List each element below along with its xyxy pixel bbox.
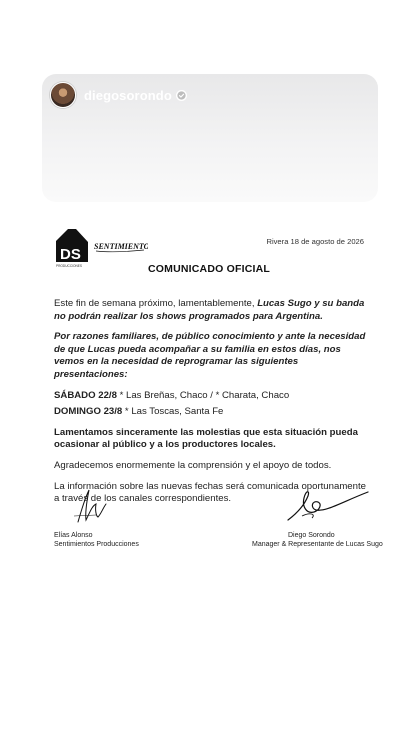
sentimientos-logo [94, 238, 148, 254]
paragraph-apology: Lamentamos sinceramente las molestias que esta situación pueda ocasionar al público y a los productores locales. [54, 426, 358, 451]
letter-header [54, 228, 372, 275]
profile-avatar[interactable] [50, 82, 76, 108]
letter-date: Rivera 18 de agosto de 2026 [266, 237, 364, 246]
signer-left-name: Elías Alonso [54, 532, 93, 539]
schedule-line-1: SÁBADO 22/8 * Las Breñas, Chaco / * Charata, Chaco [54, 389, 290, 401]
paragraph-info: La información sobre las nuevas fechas será comunicada oportunamente a través de los canales correspondientes. [54, 480, 366, 505]
story-card [42, 74, 378, 202]
signature-left-icon [56, 486, 116, 526]
signer-right-role: Manager & Representante de Lucas Sugo [252, 541, 383, 548]
svg-text:SENTIMIENTOS: SENTIMIENTOS [94, 242, 148, 251]
paragraph-reasons: Por razones familiares, de público conocimiento y ante la necesidad de que Lucas pueda acompañar a su familia en estos días, nos vemos en la necesidad de reprogramar las siguientes presentaciones: [54, 331, 366, 380]
letter-title: COMUNICADO OFICIAL [148, 263, 271, 275]
signer-right-name: Diego Sorondo [288, 532, 335, 539]
signature-block-left [54, 486, 174, 549]
ds-producciones-logo [54, 228, 90, 268]
story-header [50, 82, 187, 108]
letter-body [54, 298, 368, 514]
story-username[interactable]: diegosorondo [84, 87, 172, 103]
official-letter [54, 228, 383, 548]
signer-left-role: Sentimientos Producciones [54, 541, 139, 548]
signature-block-right [252, 486, 410, 549]
paragraph-thanks: Agradecemos enormemente la comprensión y el apoyo de todos. [54, 459, 332, 471]
svg-text:DS: DS [60, 246, 81, 263]
verified-badge-icon [176, 90, 187, 101]
signature-right-icon [282, 486, 372, 526]
schedule-line-2: DOMINGO 23/8 * Las Toscas, Santa Fe [54, 406, 224, 418]
svg-text:PRODUCCIONES: PRODUCCIONES [56, 264, 83, 268]
paragraph-intro: Este fin de semana próximo, lamentablemente, Lucas Sugo y su banda no podrán realizar los shows programados para Argentina. [54, 298, 365, 322]
